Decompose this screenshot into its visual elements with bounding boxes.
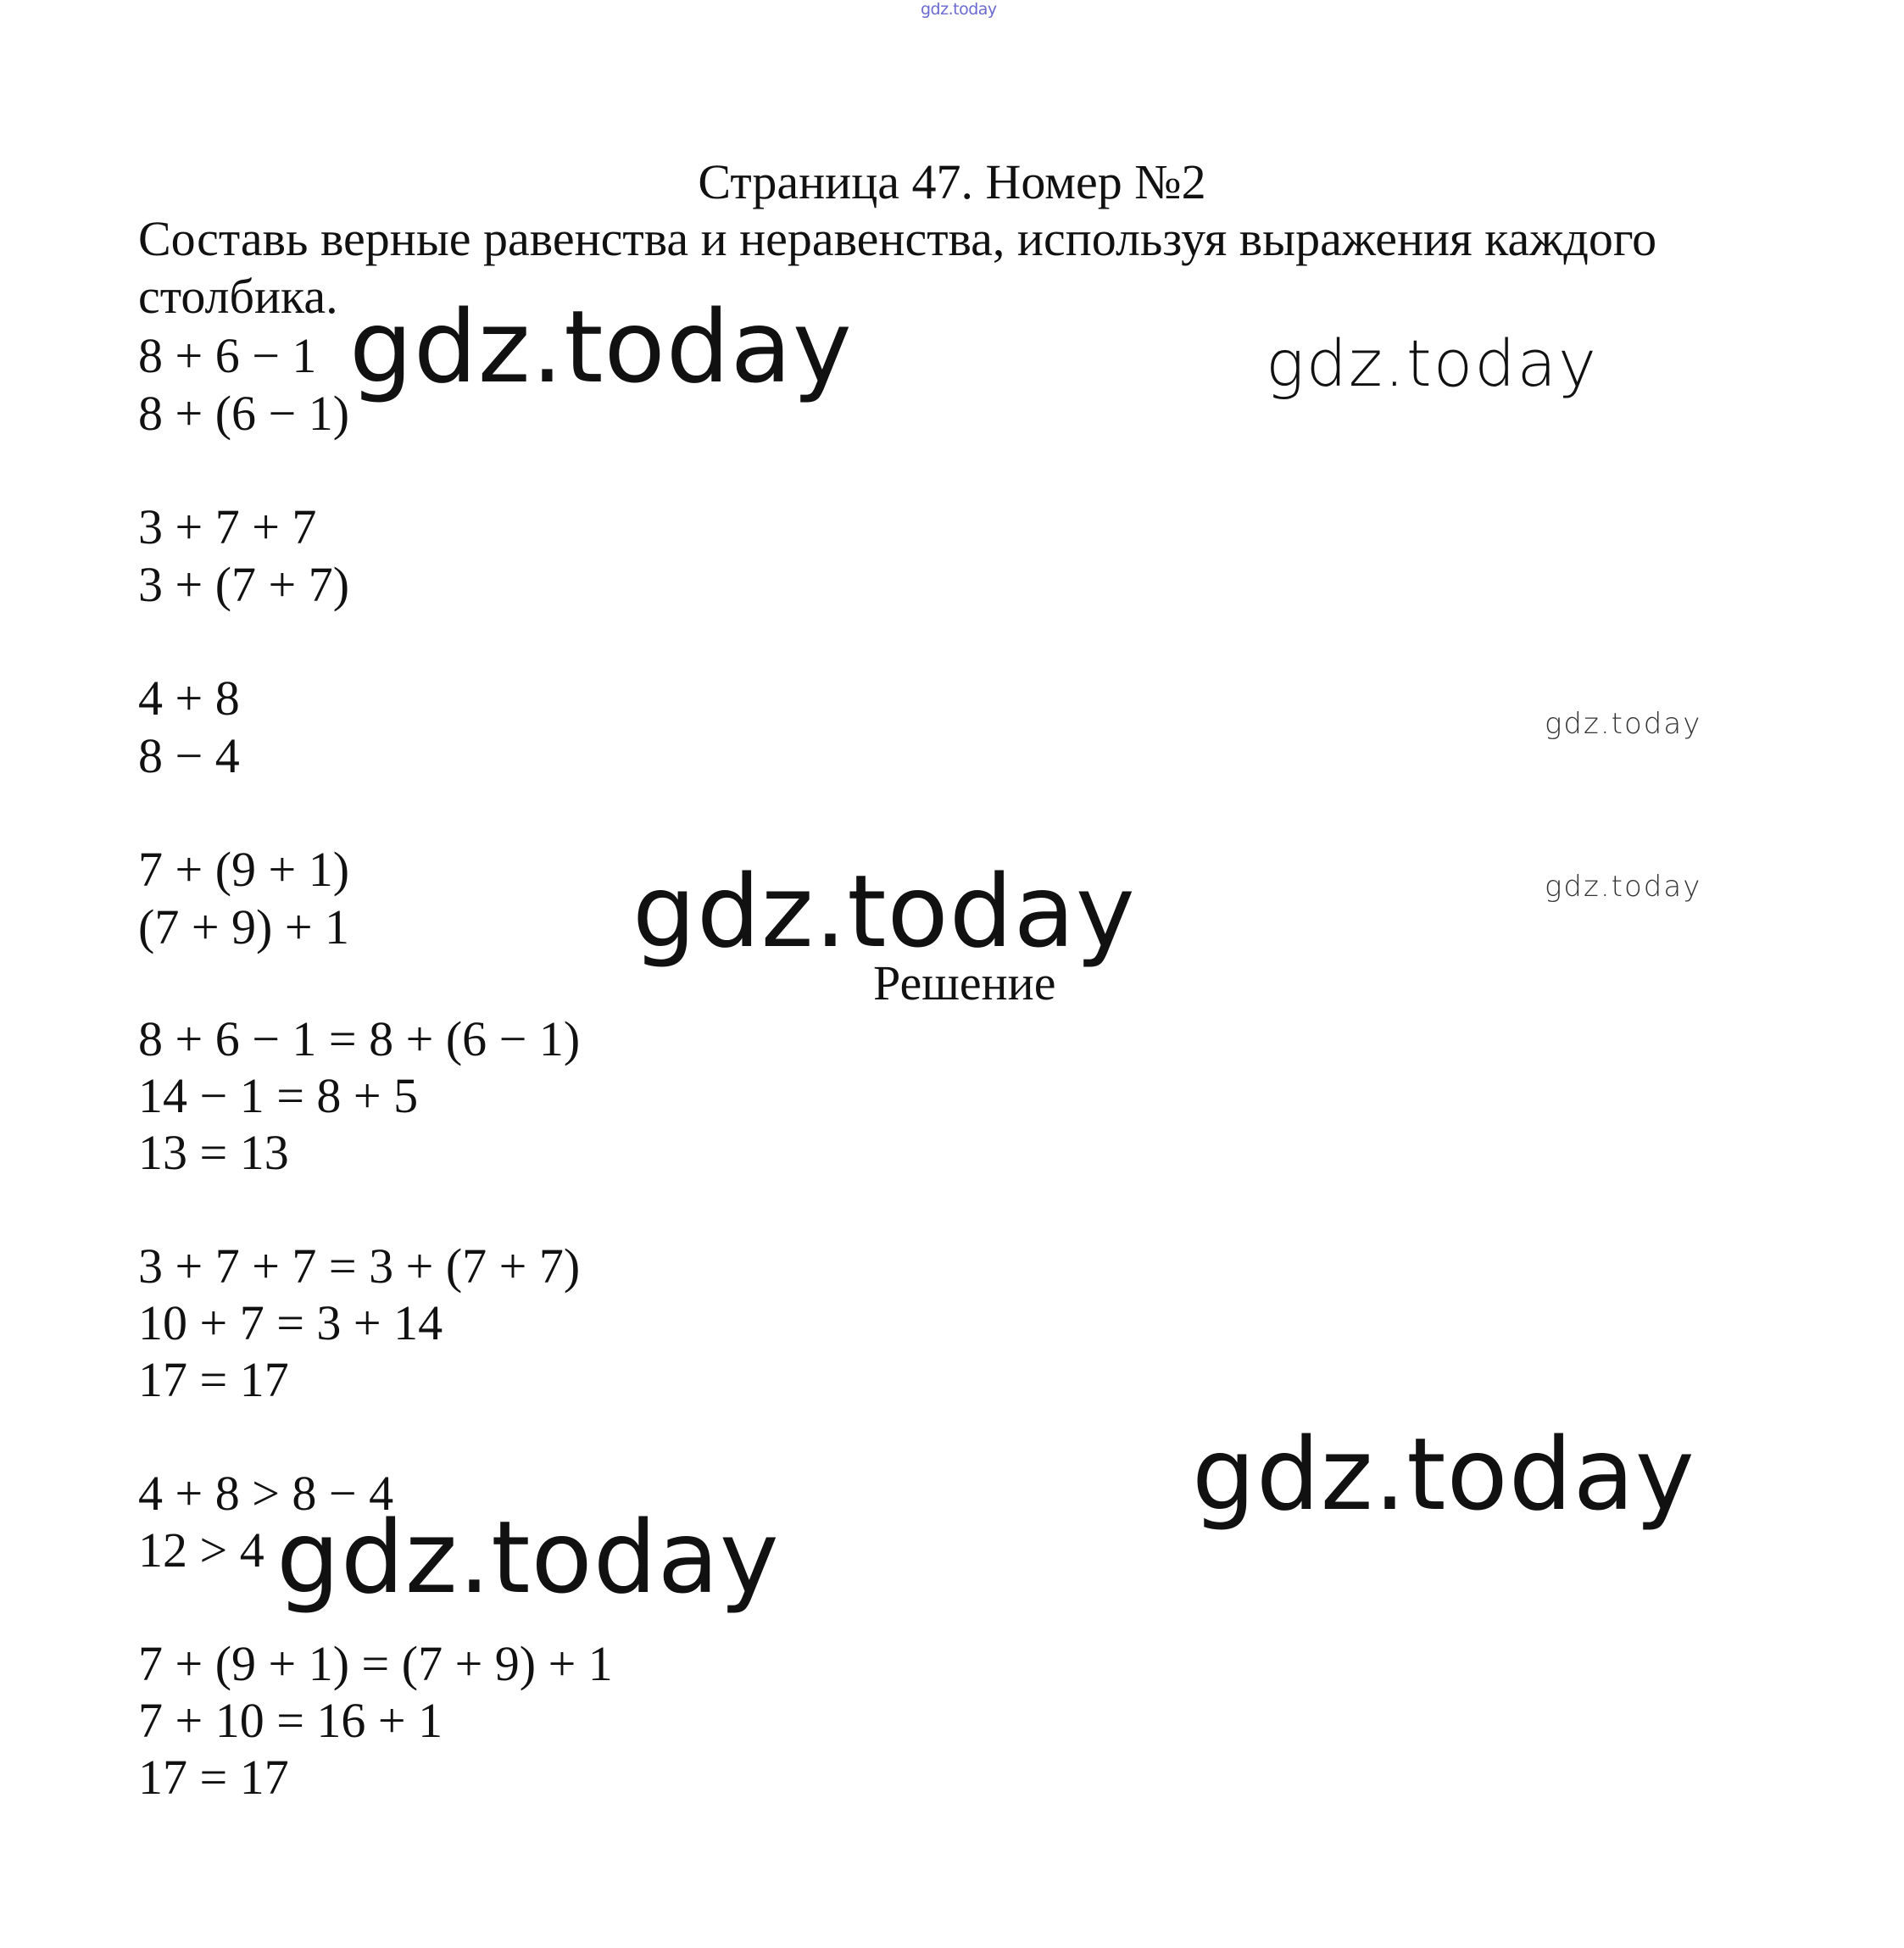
watermark: gdz.today (276, 1499, 780, 1616)
solution-line: 17 = 17 (138, 1352, 289, 1407)
task-line: 4 + 8 (138, 671, 240, 726)
watermark: gdz.today (1192, 1416, 1695, 1533)
solution-line: 13 = 13 (138, 1125, 289, 1180)
task-line: 8 + (6 − 1) (138, 386, 350, 441)
task-line: 8 − 4 (138, 728, 240, 783)
solution-line: 10 + 7 = 3 + 14 (138, 1295, 443, 1350)
watermark: gdz.today (349, 288, 853, 405)
task-line: 8 + 6 − 1 (138, 328, 317, 383)
watermark: gdz.today (1545, 707, 1702, 741)
task-line: 7 + (9 + 1) (138, 842, 350, 897)
task-line: (7 + 9) + 1 (138, 899, 350, 955)
solution-line: 3 + 7 + 7 = 3 + (7 + 7) (138, 1238, 581, 1294)
task-line: 3 + (7 + 7) (138, 557, 350, 612)
solution-line: 7 + 10 = 16 + 1 (138, 1693, 443, 1748)
watermark: gdz.today (1545, 870, 1702, 904)
solution-line: 14 − 1 = 8 + 5 (138, 1068, 419, 1123)
solution-line: 17 = 17 (138, 1750, 289, 1805)
task-line: 3 + 7 + 7 (138, 499, 317, 554)
solution-line: 4 + 8 > 8 − 4 (138, 1466, 394, 1521)
solution-heading: Решение (873, 955, 1056, 1010)
task-instruction: Составь верные равенства и неравенства, используя выражения каждого столбика. (138, 211, 1657, 324)
solution-line: 7 + (9 + 1) = (7 + 9) + 1 (138, 1636, 613, 1691)
solution-line: 8 + 6 − 1 = 8 + (6 − 1) (138, 1011, 581, 1066)
solution-line: 12 > 4 (138, 1522, 264, 1578)
watermark: gdz.today (1266, 326, 1598, 401)
page-title: Страница 47. Номер №2 (698, 154, 1206, 209)
watermark: gdz.today (632, 853, 1136, 970)
watermark-top: gdz.today (921, 0, 997, 19)
